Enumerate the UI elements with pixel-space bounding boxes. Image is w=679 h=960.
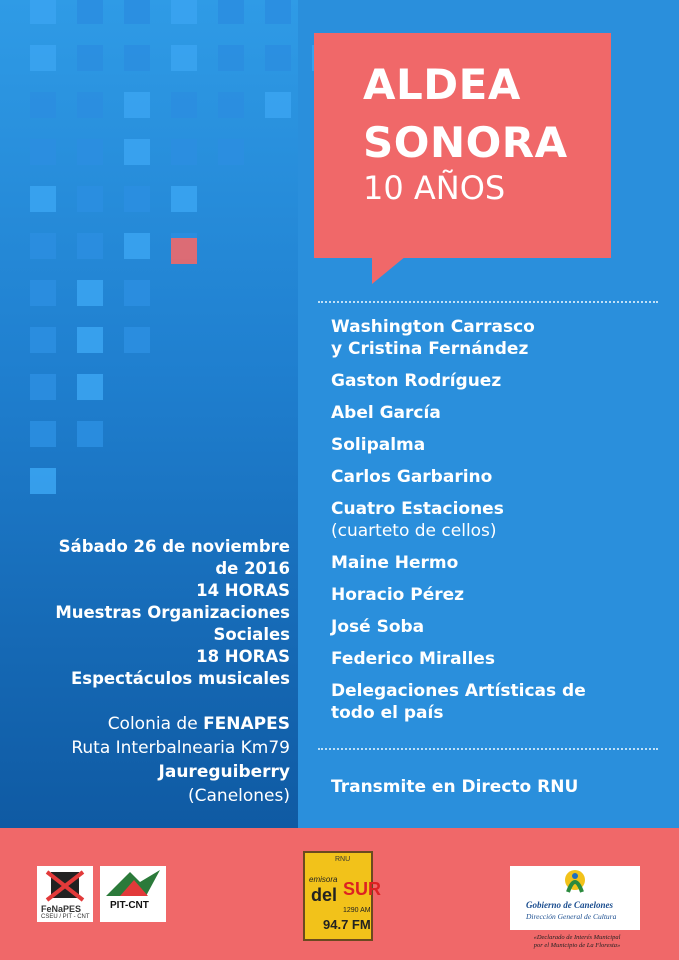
artist-item: Federico Miralles: [331, 649, 495, 669]
pixel-square: [30, 186, 56, 212]
venue-prefix: Colonia de: [107, 714, 204, 734]
artist-item: Gaston Rodríguez: [331, 371, 502, 391]
fenapes-label: FeNaPES: [41, 904, 82, 914]
event-time-2: 18 HORAS: [196, 647, 290, 666]
artist-note: (cuarteto de cellos): [331, 521, 497, 541]
pitcnt-logo: [100, 866, 166, 922]
canelones-emblem-icon: [510, 866, 640, 900]
pixel-square: [77, 280, 103, 306]
venue-line-2: Ruta Interbalnearia Km79: [71, 738, 290, 758]
artist-name: Cuatro Estaciones: [331, 499, 504, 519]
artist-list: [331, 316, 661, 734]
divider-top: [318, 301, 658, 303]
gobierno-canelones-logo: [510, 866, 640, 930]
pixel-square: [218, 0, 244, 24]
pixel-square: [30, 327, 56, 353]
event-date-year: de 2016: [215, 559, 290, 578]
radio-emisora-label: emisora: [309, 875, 338, 884]
venue-line-1: [0, 712, 290, 736]
pixel-square: [30, 0, 56, 24]
event-activity-1b: Sociales: [213, 625, 290, 644]
pixel-square: [124, 139, 150, 165]
artist-item: José Soba: [331, 617, 425, 637]
venue-line-4: (Canelones): [188, 786, 290, 806]
pixel-square: [77, 92, 103, 118]
pitcnt-label: PIT-CNT: [110, 900, 149, 911]
radio-del-label: del: [311, 885, 338, 905]
left-panel: [0, 0, 298, 828]
artist-name: y Cristina Fernández: [331, 339, 529, 359]
pixel-square: [30, 139, 56, 165]
accent-square: [171, 238, 197, 264]
pixel-square: [218, 139, 244, 165]
pixel-square: [218, 92, 244, 118]
pitcnt-emblem-icon: [100, 866, 166, 900]
fenapes-emblem-icon: [37, 866, 93, 906]
venue-name: FENAPES: [203, 714, 290, 734]
radio-sur-label: SUR: [343, 879, 382, 899]
artist-item: Solipalma: [331, 435, 426, 455]
artist-item: [331, 498, 661, 542]
fenapes-sub: CSEU / PIT - CNT: [41, 914, 90, 920]
venue-info: [0, 712, 290, 808]
title-line-1: ALDEA: [363, 60, 521, 109]
artist-item: Carlos Garbarino: [331, 467, 493, 487]
pixel-square: [124, 92, 150, 118]
pixel-square: [265, 0, 291, 24]
artist-name: Delegaciones Artísticas de: [331, 681, 586, 701]
artist-item: [331, 680, 661, 724]
pixel-square: [77, 421, 103, 447]
transmit-text: Transmite en Directo RNU: [331, 777, 579, 797]
declaration-text: [512, 934, 642, 950]
event-time-1: 14 HORAS: [196, 581, 290, 600]
fenapes-logo: [37, 866, 93, 922]
artist-item: Horacio Pérez: [331, 585, 465, 605]
gob-sub: Dirección General de Cultura: [526, 912, 617, 921]
event-activity-1: Muestras Organizaciones: [55, 603, 290, 622]
pixel-square: [265, 92, 291, 118]
pixel-square: [124, 280, 150, 306]
pixel-square: [218, 45, 244, 71]
gob-name: Gobierno de Canelones: [526, 900, 614, 910]
event-info: [10, 536, 290, 690]
pixel-square: [77, 186, 103, 212]
rnu-label: RNU: [335, 856, 351, 863]
pixel-square: [171, 92, 197, 118]
declaration-line-1: «Declarado de Interés Municipal: [533, 934, 621, 941]
pixel-square: [171, 186, 197, 212]
pixel-square: [171, 0, 197, 24]
pixel-square: [124, 327, 150, 353]
artist-item: [331, 316, 661, 360]
pixel-square: [77, 374, 103, 400]
artist-item: Abel García: [331, 403, 441, 423]
pixel-square: [30, 45, 56, 71]
pixel-square: [77, 139, 103, 165]
pixel-square: [30, 468, 56, 494]
subtitle: 10 AÑOS: [363, 169, 506, 207]
declaration-line-2: por el Municipio de La Floresta»: [533, 942, 621, 949]
pixel-square: [30, 280, 56, 306]
venue-line-3: Jaureguiberry: [158, 762, 290, 782]
pixel-square: [265, 45, 291, 71]
pixel-square: [77, 0, 103, 24]
artist-item: Maine Hermo: [331, 553, 459, 573]
pixel-square: [77, 327, 103, 353]
pixel-square: [30, 374, 56, 400]
pixel-square: [77, 45, 103, 71]
pixel-square: [30, 92, 56, 118]
pixel-square: [30, 233, 56, 259]
artist-name: todo el país: [331, 703, 444, 723]
divider-bottom: [318, 748, 658, 750]
pixel-square: [124, 233, 150, 259]
radio-fm-label: 94.7 FM: [323, 917, 371, 932]
pixel-square: [30, 421, 56, 447]
artist-name: Washington Carrasco: [331, 317, 535, 337]
event-date: Sábado 26 de noviembre: [58, 537, 290, 556]
speech-bubble-tail: [372, 256, 406, 284]
pixel-square: [124, 45, 150, 71]
pixel-square: [77, 233, 103, 259]
radio-am-label: 1290 AM: [343, 907, 371, 914]
title-line-2: SONORA: [363, 118, 568, 167]
emisora-del-sur-logo: [303, 851, 382, 941]
event-activity-2: Espectáculos musicales: [71, 669, 290, 688]
pixel-square: [171, 45, 197, 71]
pixel-grid-decoration: [0, 0, 298, 520]
pixel-square: [171, 139, 197, 165]
pixel-square: [124, 186, 150, 212]
pixel-square: [124, 0, 150, 24]
